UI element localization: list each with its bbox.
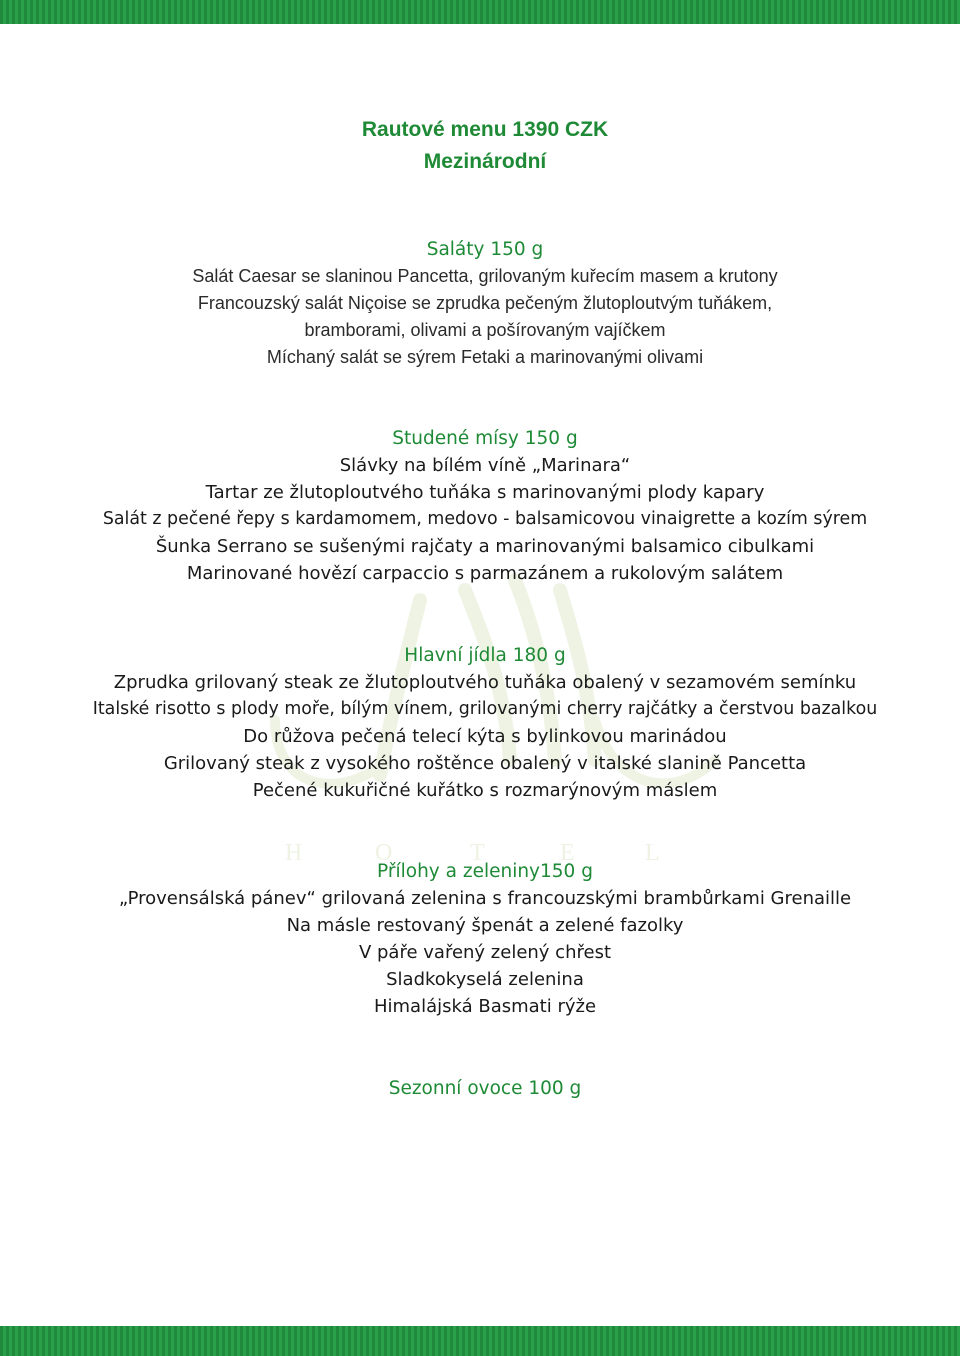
svg-text:E: E [560, 840, 575, 866]
menu-item: Sladkokyselá zelenina [386, 969, 584, 990]
menu-item: Himalájská Basmati rýže [373, 996, 597, 1017]
menu-item: V páře vařený zelený chřest [358, 942, 612, 963]
menu-item: Slávky na bílém víně „Marinara“ [339, 455, 631, 476]
section-heading-sides: Přílohy a zeleniny150 g [377, 861, 593, 882]
menu-item: Francouzský salát Niçoise se zprudka pečeným žlutoploutvým tuňákem, [197, 293, 773, 313]
top-border-stripe [0, 0, 960, 24]
menu-item: bramborami, olivami a pošírovaným vajíčkem [304, 320, 666, 340]
menu-item: Šunka Serrano se sušenými rajčaty a marinovanými balsamico cibulkami [155, 536, 815, 557]
menu-item: Salát z pečené řepy s kardamomem, medovo - balsamicovou vinaigrette a kozím sýrem [102, 509, 868, 529]
menu-item: Míchaný salát se sýrem Fetaki a marinovanými olivami [266, 347, 704, 367]
svg-text:L: L [645, 840, 660, 866]
menu-item: Na másle restovaný špenát a zelené fazolky [286, 915, 684, 936]
hotel-logo-watermark [215, 560, 775, 880]
svg-text:O: O [375, 840, 393, 866]
menu-item: Marinované hovězí carpaccio s parmazánem a rukolovým salátem [186, 563, 784, 584]
menu-item: Pečené kukuřičné kuřátko s rozmarýnovým máslem [252, 780, 718, 801]
menu-item: Grilovaný steak z vysokého roštěnce obalený v italské slanině Pancetta [163, 753, 807, 774]
menu-item: Zprudka grilovaný steak ze žlutoploutvého tuňáka obalený v sezamovém semínku [113, 672, 857, 693]
menu-title: Rautové menu 1390 CZK [361, 118, 609, 141]
menu-item: Italské risotto s plody moře, bílým vínem, grilovanými cherry rajčátky a čerstvou bazalkou [92, 699, 878, 719]
menu-item: „Provensálská pánev“ grilovaná zelenina s francouzskými brambůrkami Grenaille [118, 888, 852, 909]
section-heading-cold: Studené mísy 150 g [392, 428, 578, 449]
menu-item: Do růžova pečená telecí kýta s bylinkovou marinádou [243, 726, 727, 747]
menu-item: Tartar ze žlutoploutvého tuňáka s marinovanými plody kapary [205, 482, 765, 503]
menu-item: Salát Caesar se slaninou Pancetta, grilovaným kuřecím masem a krutony [192, 266, 778, 286]
svg-text:H: H [285, 840, 303, 866]
section-heading-main: Hlavní jídla 180 g [404, 645, 566, 666]
svg-text:T: T [470, 840, 485, 866]
menu-subtitle: Mezinárodní [423, 150, 547, 173]
section-heading-fruit: Sezonní ovoce 100 g [388, 1078, 582, 1099]
section-heading-salads: Saláty 150 g [426, 239, 544, 260]
bottom-border-stripe [0, 1326, 960, 1356]
